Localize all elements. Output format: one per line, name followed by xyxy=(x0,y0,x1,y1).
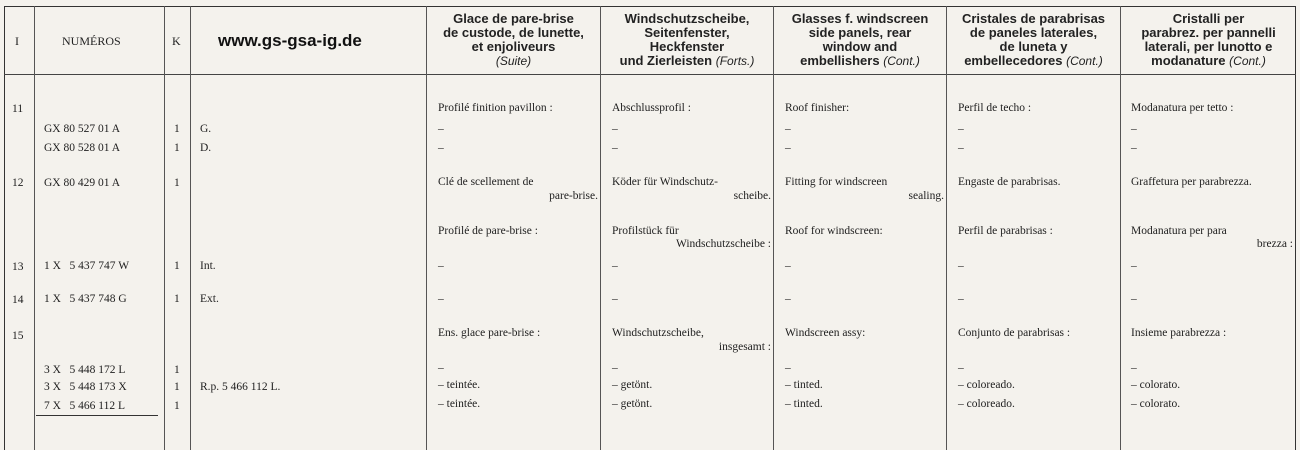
quantity: 1 xyxy=(174,142,180,154)
column-divider xyxy=(1120,6,1121,450)
desc-de-cont: scheibe. xyxy=(733,190,771,202)
desc-es: Conjunto de parabrisas : xyxy=(958,327,1071,339)
frame-right-border xyxy=(1295,6,1296,450)
desc-de: – xyxy=(612,123,618,135)
column-divider xyxy=(34,6,35,450)
desc-en: Roof finisher: xyxy=(785,102,850,114)
part-number: 7 X 5 466 112 L xyxy=(44,400,126,412)
desc-de: – xyxy=(612,362,618,374)
note: G. xyxy=(200,123,212,135)
desc-en: – xyxy=(785,293,791,305)
header-english: Glasses f. windscreen side panels, rear window and embellishers (Cont.) xyxy=(791,11,929,68)
desc-es: Perfil de techo : xyxy=(958,102,1032,114)
frame-top-border xyxy=(4,6,1296,7)
desc-de-cont: insgesamt : xyxy=(718,341,771,353)
frame-left-border xyxy=(4,6,5,450)
desc-it: – colorato. xyxy=(1131,398,1181,410)
desc-fr: – xyxy=(438,142,444,154)
desc-en: – xyxy=(785,142,791,154)
desc-fr: Clé de scellement de xyxy=(438,176,534,188)
desc-it: Modanatura per para xyxy=(1131,225,1227,237)
note: R.p. 5 466 112 L. xyxy=(200,381,281,393)
desc-en: – xyxy=(785,362,791,374)
desc-it: Graffetura per parabrezza. xyxy=(1131,176,1252,188)
part-number: GX 80 429 01 A xyxy=(44,177,121,189)
desc-fr: – teintée. xyxy=(438,398,481,410)
desc-es: – coloreado. xyxy=(958,398,1015,410)
desc-it: – xyxy=(1131,142,1137,154)
desc-es: – xyxy=(958,362,964,374)
header-french: Glace de pare-brise de custode, de lunette, et enjoliveurs (Suite) xyxy=(443,11,584,68)
part-number-underline xyxy=(36,415,158,416)
item-index: 15 xyxy=(12,330,24,342)
desc-it: – xyxy=(1131,362,1137,374)
part-number: 1 X 5 437 748 G xyxy=(44,293,127,305)
desc-en: – tinted. xyxy=(785,398,823,410)
part-number: 1 X 5 437 747 W xyxy=(44,260,130,272)
desc-en: Fitting for windscreen xyxy=(785,176,888,188)
desc-it: – xyxy=(1131,260,1137,272)
desc-it: – colorato. xyxy=(1131,379,1181,391)
desc-de: – xyxy=(612,293,618,305)
item-index: 11 xyxy=(12,103,24,115)
desc-en: – xyxy=(785,260,791,272)
desc-de-cont: Windschutzscheibe : xyxy=(675,238,771,250)
desc-es: – xyxy=(958,142,964,154)
column-divider xyxy=(190,6,191,450)
quantity: 1 xyxy=(174,177,180,189)
part-number: 3 X 5 448 173 X xyxy=(44,381,127,393)
desc-it-cont: brezza : xyxy=(1256,238,1293,250)
desc-en: – tinted. xyxy=(785,379,823,391)
desc-fr-cont: pare-brise. xyxy=(549,190,598,202)
part-number: GX 80 527 01 A xyxy=(44,123,121,135)
desc-en: Roof for windscreen: xyxy=(785,225,883,237)
desc-fr: Ens. glace pare-brise : xyxy=(438,327,541,339)
quantity: 1 xyxy=(174,400,180,412)
desc-de: – xyxy=(612,142,618,154)
desc-de: Abschlussprofil : xyxy=(612,102,691,114)
note: Ext. xyxy=(200,293,219,305)
item-index: 13 xyxy=(12,261,24,273)
desc-it: Modanatura per tetto : xyxy=(1131,102,1234,114)
column-divider xyxy=(600,6,601,450)
desc-de: Profilstück für xyxy=(612,225,679,237)
header-italian: Cristalli per parabrez. per pannelli laterali, per lunotto e modanature (Cont.) xyxy=(1141,11,1276,68)
quantity: 1 xyxy=(174,123,180,135)
desc-en: – xyxy=(785,123,791,135)
desc-de: Köder für Windschutz- xyxy=(612,176,718,188)
desc-de: Windschutzscheibe, xyxy=(612,327,704,339)
desc-fr: – xyxy=(438,260,444,272)
column-divider xyxy=(164,6,165,450)
desc-fr: – xyxy=(438,123,444,135)
header-col-numeros: NUMÉROS xyxy=(62,34,121,48)
desc-it: – xyxy=(1131,123,1137,135)
item-index: 14 xyxy=(12,294,24,306)
desc-fr: – xyxy=(438,293,444,305)
desc-es: – xyxy=(958,293,964,305)
note: Int. xyxy=(200,260,216,272)
desc-de: – getönt. xyxy=(612,379,653,391)
desc-it: Insieme parabrezza : xyxy=(1131,327,1227,339)
column-divider xyxy=(773,6,774,450)
desc-es: Perfil de parabrisas : xyxy=(958,225,1053,237)
desc-fr: Profilé finition pavillon : xyxy=(438,102,553,114)
quantity: 1 xyxy=(174,364,180,376)
desc-it: – xyxy=(1131,293,1137,305)
column-divider xyxy=(426,6,427,450)
item-index: 12 xyxy=(12,177,24,189)
watermark-url: www.gs-gsa-ig.de xyxy=(218,31,362,50)
header-col-k: K xyxy=(172,34,181,48)
desc-de: – getönt. xyxy=(612,398,653,410)
note: D. xyxy=(200,142,212,154)
quantity: 1 xyxy=(174,293,180,305)
part-number: 3 X 5 448 172 L xyxy=(44,364,126,376)
desc-en-cont: sealing. xyxy=(908,190,944,202)
desc-en: Windscreen assy: xyxy=(785,327,866,339)
part-number: GX 80 528 01 A xyxy=(44,142,121,154)
desc-es: – xyxy=(958,123,964,135)
quantity: 1 xyxy=(174,260,180,272)
desc-fr: – teintée. xyxy=(438,379,481,391)
header-col-i: I xyxy=(15,34,19,48)
desc-es: Engaste de parabrisas. xyxy=(958,176,1061,188)
desc-de: – xyxy=(612,260,618,272)
header-separator xyxy=(4,74,1296,75)
desc-es: – coloreado. xyxy=(958,379,1015,391)
header-german: Windschutzscheibe, Seitenfenster, Heckfenster und Zierleisten (Forts.) xyxy=(619,11,755,68)
desc-fr: Profilé de pare-brise : xyxy=(438,225,538,237)
desc-fr: – xyxy=(438,362,444,374)
column-divider xyxy=(946,6,947,450)
header-spanish: Cristales de parabrisas de paneles laterales, de luneta y embellecedores (Cont.) xyxy=(961,11,1106,68)
desc-es: – xyxy=(958,260,964,272)
quantity: 1 xyxy=(174,381,180,393)
